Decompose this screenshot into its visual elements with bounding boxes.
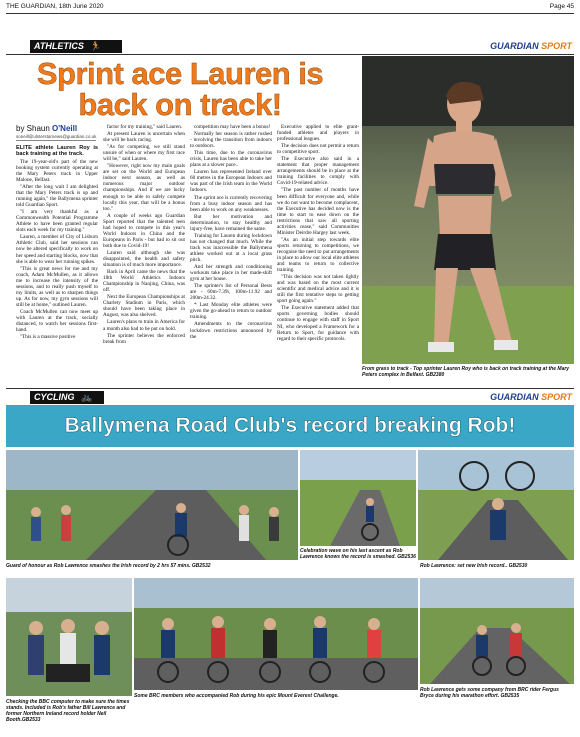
paragraph: Lauren has represented Ireland over 60 metres in the European Indoors and was part of the Irish team in the World Indoors.	[190, 169, 272, 194]
paragraph: "This is a massive positive	[20, 334, 76, 341]
paragraph: "However, right now my main goals are set on the World and European indoor next season, as well as numerous major outdoor championships. And if we are lucky enough to be able to safely compete locally this year, that will be a bonus too."	[103, 163, 185, 212]
page-number: Page 45	[549, 3, 574, 10]
paragraph: This time, due to the coronavirus crisis, Lauren has been able to take her plans at a slower pace..	[190, 150, 272, 169]
byline-name: O'Neill	[52, 124, 78, 133]
paragraph: "The past number of months have been difficult for everyone and, while we do not want to become complacent, the Executive has decided now is the time to start to ease down on the restrictions that saw all sporting activities cease," said Communities Minister Deirdre Hargey last week.	[277, 187, 359, 236]
paragraph: The Executive statement added that sports governing bodies should continue to engage with staff in Sport NI, who developed a Framework for a Return to Sport, for guidance with regard to their specific protocols.	[277, 305, 359, 342]
paragraph: "This is great news for me and my coach, Adam McMullen, as it allows me to increase the intensity of the sessions, and to really push myself to my limits, as well as to sharpen things up. As for now, my gym sessions will still be at home," outlined Lauren.	[16, 265, 98, 308]
paragraph: A couple of weeks ago Guardian Sport reported that the talented teen had hoped to compete in this year's World Indoors in China and the Europeans in Paris - but had to sit out both due to Covid-19!	[103, 212, 185, 249]
paragraph: competition may have been a bonus!	[194, 124, 271, 130]
paragraph: And her strength and conditioning workouts take place in her made-shift gym at her house.	[190, 264, 272, 283]
paragraph: Lauren said although she was disappointed, the health and safety situation is of much more importance.	[103, 249, 185, 269]
paragraph: Amendments to the coronavirus lockdown restrictions announced by the	[190, 321, 272, 340]
cycling-section-label: CYCLING	[34, 392, 75, 402]
cycling-headline-banner: Ballymena Road Club's record breaking Rob!	[6, 405, 574, 447]
cycling-section-tab	[30, 391, 104, 404]
byline-by: by Shaun	[16, 124, 50, 133]
cycling-top-rule	[6, 388, 574, 389]
brand-sport: SPORT	[541, 392, 572, 402]
paragraph: The 19-year-old's part of the new booking system currently operating at the Mary Peters track in Upper Malone, Belfast.	[16, 158, 98, 183]
brand-sport: SPORT	[541, 41, 572, 51]
article-headline: Sprint ace Lauren is back on track!	[36, 56, 324, 122]
paragraph: At present Lauren is uncertain when she will be back racing.	[103, 131, 185, 144]
article-column-2	[103, 124, 185, 346]
caption-bbc-computer: Checking the BBC computer to make sure the times stands. Included is Rob's father Bill Lawrence and former Northern Ireland record holder Neil Booth.GB2533	[6, 699, 130, 723]
athletics-section-label: ATHLETICS	[34, 41, 84, 51]
paragraph: Back in April came the news that the 18th World Athletics Indoors Championship in Nanjing, China, was off.	[103, 269, 185, 294]
lauren-roy-photo	[362, 56, 574, 364]
article-column-3	[190, 124, 272, 341]
byline	[16, 124, 96, 141]
brand-guardian: GUARDIAN	[490, 41, 539, 51]
paragraph: "After the long wait I am delighted that the Mary Peters track is up and running again," the Ballymena sprinter told Guardian Sport.	[16, 184, 98, 209]
paragraph: Executive applied to elite grant-funded athletes and players in professional leagues.	[277, 124, 359, 143]
new-irish-record-photo	[418, 450, 574, 560]
fergus-bryce-photo	[420, 578, 574, 684]
paragraph: "As an initial step towards elite sports returning to competitions, we recognise the need to put arrangements in place to allow our local elite athletes and teams to return to collective training.	[277, 236, 359, 274]
athletics-brand	[426, 40, 572, 53]
paragraph: factor for my training," said Lauren.	[107, 124, 183, 130]
paragraph: The decision does not permit a return to competitive sport.	[277, 143, 359, 156]
paragraph: "This decision was not taken lightly and was based on the most current scientific and medical advice and it is still the first tentative steps to getting sport going again."	[277, 274, 359, 305]
paragraph: The Executive also said in a statement that proper management arrangements should be in place at the training facilities to comply with Covid-19-related advice.	[277, 156, 359, 187]
cycling-brand	[426, 391, 572, 404]
main-photo-caption: From grass to track - Top sprinter Lauren Roy who is back on track training at the Mary Peters complex in Belfast. GB2380	[362, 366, 570, 378]
masthead	[6, 2, 574, 12]
paragraph: The sprinter's list of Personal Bests are - 60m-7.39i, 100m-11.92 and 200m-24.32.	[190, 283, 272, 302]
runner-icon: 🏃	[90, 41, 102, 51]
paragraph: Next the European Championships at Charlety Stadium in Paris, which should have been taking place in August, was also shelved.	[103, 294, 185, 319]
paragraph: "As for competing, we still stand unsure of when or where my first race will be," said Lauren.	[103, 144, 185, 163]
brand-guardian: GUARDIAN	[490, 392, 539, 402]
paragraph: But her motivation and determination, to stay healthy and injury-free, have remained the same.	[190, 213, 272, 232]
caption-new-record: Rob Lawrence: set new Irish record.. GB2530	[420, 563, 528, 569]
lead-paragraph: ELITE athlete Lauren Roy is back training at the track.	[16, 145, 98, 158]
paragraph: Coach McMullen can now meet up with Lauren at the track, socially distanced, to watch her sessions first-hand.	[16, 308, 98, 334]
masthead-date: THE GUARDIAN, 18th June 2020	[6, 3, 104, 10]
paragraph: Lauren, a member of City of Lisburn Athletic Club, said her sessions can now be altered specifically to work on her speed and starting blocks, now that she is able to wear her running spikes.	[16, 234, 98, 265]
paragraph: * Last Monday elite athletes were given the go-ahead to return to outdoor training.	[190, 302, 272, 321]
masthead-rule	[6, 13, 574, 14]
athlete-photo-illustration	[362, 56, 574, 364]
paragraph: "I am very thankful as a Commonwealth Potential Programme Athlete to have been granted regular slots each week for my training."	[16, 209, 98, 234]
caption-fergus-bryce: Rob Lawrence gets some company from BRC rider Fergus Bryce during his marathon effort. GB2535	[420, 687, 559, 699]
guard-of-honour-photo	[6, 450, 298, 560]
caption-guard-of-honour: Guard of honour as Rob Lawrence smashes the Irish record by 2 hrs 57 mins. GB2532	[6, 563, 211, 569]
paragraph: The sprint ace is currently recovering from a busy indoor season and has been able to work on any weaknesses.	[190, 194, 272, 213]
brc-members-photo	[134, 578, 418, 690]
athletics-rule	[6, 54, 574, 55]
caption-brc-members: Some BRC members who accompanied Rob during his epic Mount Everest Challenge.	[134, 693, 339, 699]
paragraph: The sprinter believes the enforced break from	[103, 332, 185, 345]
paragraph: Lauren's plans to train in America for a month also had to be put on hold.	[103, 319, 185, 332]
celebration-wave-photo	[300, 450, 416, 546]
bicycle-icon: 🚲	[81, 392, 93, 402]
caption-celebration-wave: Celebration wave on his last ascent as Rob Lawrence knows the record is smashed. GB2536	[300, 548, 416, 560]
paragraph: Training for Lauren during lockdown has not changed that much. While the track was inaccessible the Ballymena athlete worked out at a local grass pitch.	[190, 232, 272, 263]
paragraph: Normally her season is rather rushed - involving the transition from indoors to outdoors.	[190, 131, 272, 150]
article-column-4	[277, 124, 359, 343]
article-column-1	[16, 145, 98, 341]
bbc-computer-photo	[6, 578, 132, 696]
athletics-section-tab	[30, 40, 122, 53]
byline-email: soneill@ulsterstarnews@guardian.co.uk	[16, 134, 97, 139]
